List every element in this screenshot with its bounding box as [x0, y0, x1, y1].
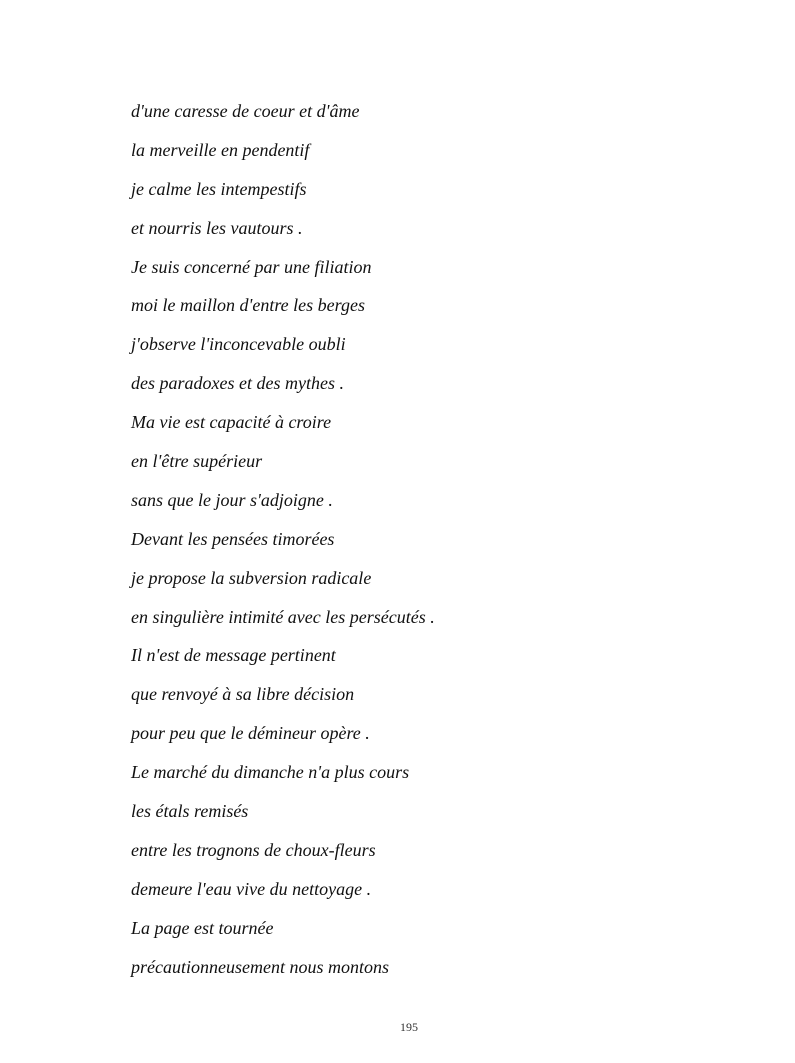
poem-line: en l'être supérieur: [131, 451, 263, 472]
poem-line: moi le maillon d'entre les berges: [131, 295, 365, 316]
poem-line: Je suis concerné par une filiation: [131, 256, 372, 277]
poem-line: Devant les pensées timorées: [131, 528, 335, 549]
poem-line: et nourris les vautours .: [131, 217, 303, 238]
poem-line: demeure l'eau vive du nettoyage .: [131, 878, 372, 899]
poem-text: [131, 101, 435, 995]
poem-line: des paradoxes et des mythes .: [131, 373, 344, 394]
poem-line: sans que le jour s'adjoigne .: [131, 489, 333, 510]
poem-line: La page est tournée: [131, 917, 274, 938]
poem-line: en singulière intimité avec les persécutés .: [131, 606, 435, 627]
poem-line: précautionneusement nous montons: [131, 956, 389, 977]
poem-line: entre les trognons de choux-fleurs: [131, 839, 376, 860]
poem-line: je propose la subversion radicale: [131, 567, 372, 588]
poem-line: que renvoyé à sa libre décision: [131, 684, 355, 705]
poem-line: j'observe l'inconcevable oubli: [131, 334, 346, 355]
page-number: 195: [400, 1020, 418, 1034]
poem-line: la merveille en pendentif: [131, 139, 310, 160]
poem-line: Le marché du dimanche n'a plus cours: [131, 762, 410, 783]
poem-line: les étals remisés: [131, 801, 249, 822]
poem-line: Il n'est de message pertinent: [131, 645, 336, 666]
poem-line: Ma vie est capacité à croire: [131, 412, 332, 433]
poem-line: je calme les intempestifs: [131, 178, 307, 199]
poem-line: d'une caresse de coeur et d'âme: [131, 101, 360, 121]
poem-line: pour peu que le démineur opère .: [131, 723, 370, 744]
